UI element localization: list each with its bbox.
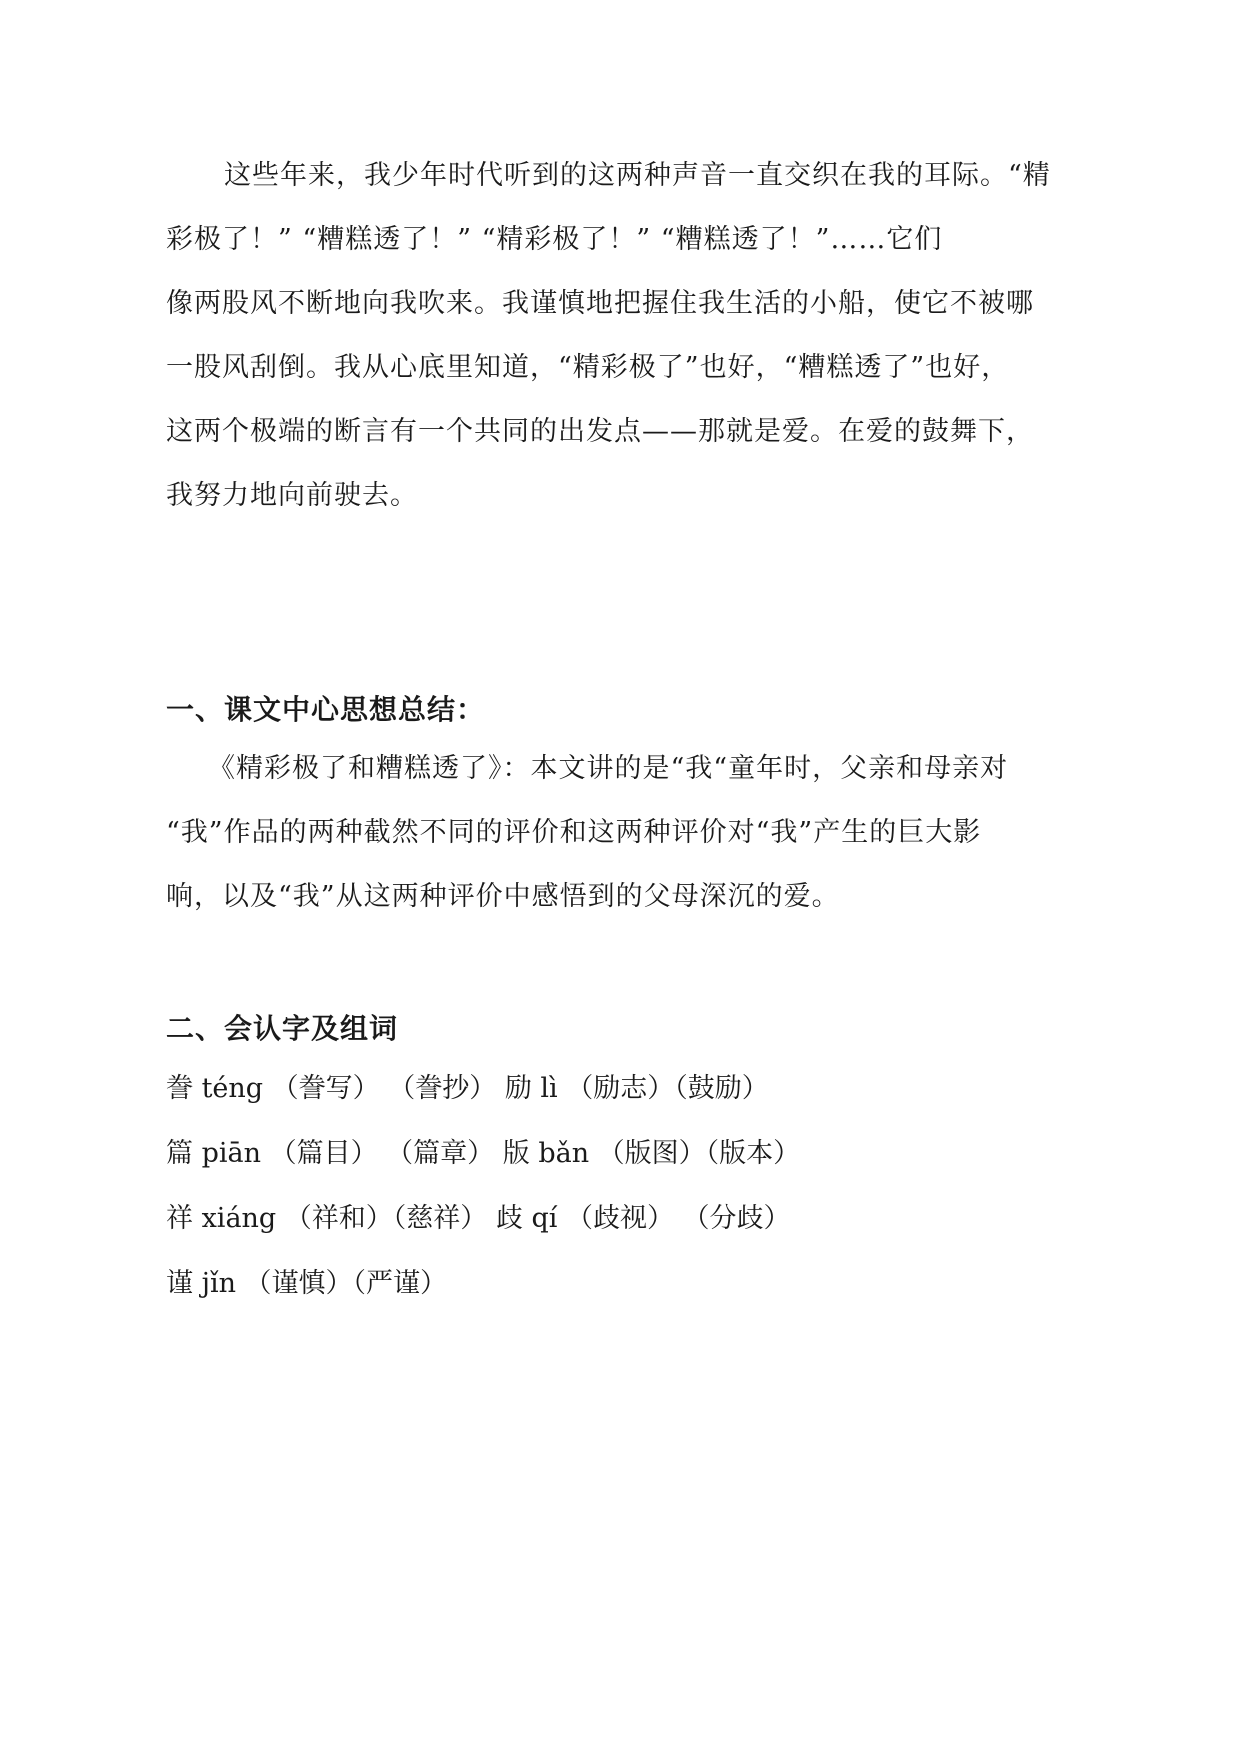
vocab-row: 祥 xiáng （祥和）（慈祥） 歧 qí （歧视） （分歧） <box>166 1203 791 1234</box>
passage-line: 彩极了！” “糟糕透了！” “精彩极了！” “糟糕透了！”……它们 <box>166 224 943 255</box>
passage-line: 这些年来，我少年时代听到的这两种声音一直交织在我的耳际。“精 <box>224 160 1051 191</box>
passage-line: 一股风刮倒。我从心底里知道，“精彩极了”也好，“糟糕透了”也好， <box>166 352 1010 383</box>
summary-line: 《精彩极了和糟糕透了》：本文讲的是“我“童年时，父亲和母亲对 <box>208 753 1009 784</box>
vocab-row: 篇 piān （篇目） （篇章） 版 bǎn （版图）（版本） <box>166 1138 801 1169</box>
summary-line: “我”作品的两种截然不同的评价和这两种评价对“我”产生的巨大影 <box>166 817 982 848</box>
vocab-row: 谨 jǐn （谨慎）（严谨） <box>166 1268 448 1299</box>
section-heading-vocabulary: 二、会认字及组词 <box>166 1012 399 1045</box>
vocab-row: 誊 téng （誊写） （誊抄） 励 lì （励志）（鼓励） <box>166 1073 769 1104</box>
summary-line: 响，以及“我”从这两种评价中感悟到的父母深沉的爱。 <box>166 881 840 912</box>
passage-line: 像两股风不断地向我吹来。我谨慎地把握住我生活的小船，使它不被哪 <box>166 288 1034 319</box>
section-heading-summary: 一、课文中心思想总结： <box>166 693 486 726</box>
passage-line: 这两个极端的断言有一个共同的出发点——那就是爱。在爱的鼓舞下， <box>166 416 1034 447</box>
passage-line: 我努力地向前驶去。 <box>166 480 418 511</box>
